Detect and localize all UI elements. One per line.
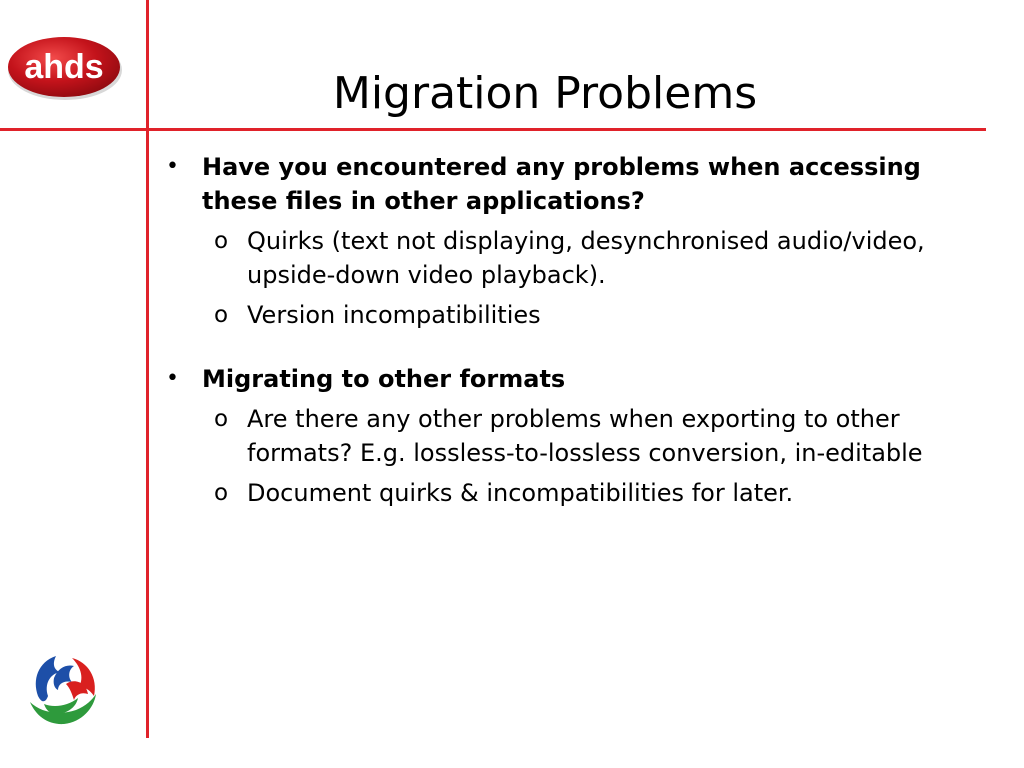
sub-text: Version incompatibilities xyxy=(247,301,541,329)
sub-item xyxy=(202,402,992,470)
bullet-item xyxy=(162,362,992,510)
hands-emblem-icon xyxy=(24,650,102,728)
sub-item xyxy=(202,476,992,510)
bullet-marker: • xyxy=(166,154,179,179)
sub-marker: o xyxy=(214,228,229,254)
slide-content xyxy=(162,150,992,510)
sub-marker: o xyxy=(214,302,229,328)
sub-text: Document quirks & incompatibilities for later. xyxy=(247,479,794,507)
vertical-rule xyxy=(146,0,149,738)
horizontal-rule xyxy=(0,128,986,131)
bullet-text: Migrating to other formats xyxy=(202,365,566,393)
sub-text: Quirks (text not displaying, desynchronised audio/video, upside-down video playback). xyxy=(247,227,925,289)
bullet-marker: • xyxy=(166,366,179,391)
sub-item xyxy=(202,298,992,332)
bullet-item xyxy=(162,150,992,332)
slide-title: Migration Problems xyxy=(332,68,758,119)
ahds-logo-icon xyxy=(6,34,124,102)
sub-marker: o xyxy=(214,406,229,432)
ahds-logo-text: ahds xyxy=(24,48,104,86)
bullet-text: Have you encountered any problems when accessing these files in other applications? xyxy=(202,153,921,215)
sub-text: Are there any other problems when exporting to other formats? E.g. lossless-to-lossless conversion, in-editable xyxy=(247,405,923,467)
sub-item xyxy=(202,224,992,292)
sub-marker: o xyxy=(214,480,229,506)
